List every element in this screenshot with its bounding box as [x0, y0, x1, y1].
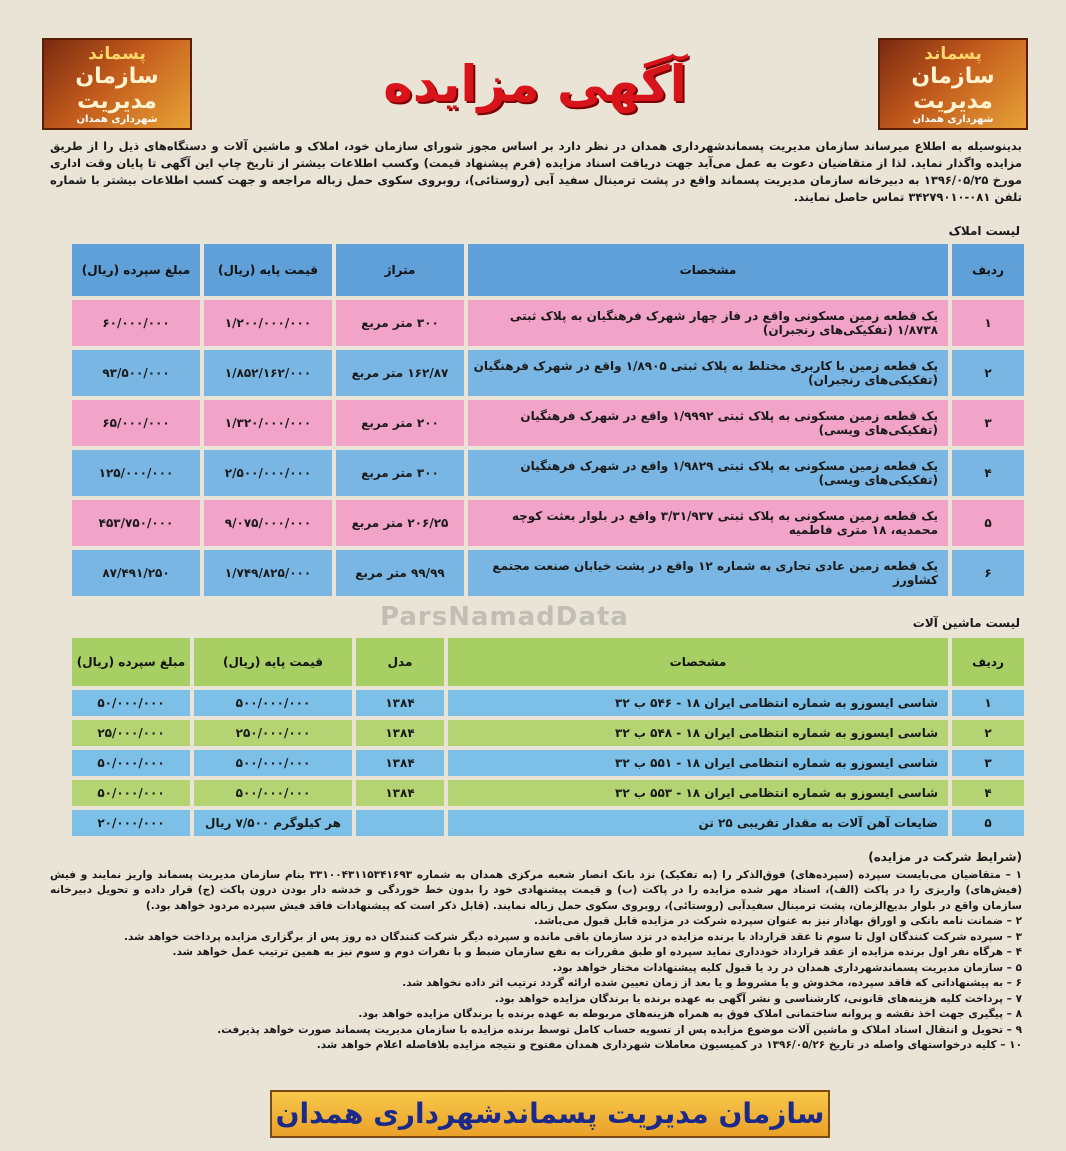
- row-description: یک قطعه زمین مسکونی به پلاک ثبتی ۳/۳۱/۹۳۷ واقع در بلوار بعثت کوچه محمدیه، ۱۸ متری فاطمیه: [468, 500, 948, 546]
- row-number: ۳: [952, 750, 1024, 776]
- row-description: ضایعات آهن آلات به مقدار تقریبی ۲۵ تن: [448, 810, 948, 836]
- intro-paragraph: بدینوسیله به اطلاع میرساند سازمان مدیریت پسماندشهرداری همدان در نظر دارد بر اساس مجوز شورای سازمان خود، املاک و ماشین آلات و دستگاه‌های ذیل را از طریق مزایده واگذار نماید. لذا از متقاضیان دعوت به عمل می‌آید جهت دریافت اسناد مزایده (فرم پیشنهاد قیمت) وکسب اطلاعات بیشتر از تاریخ چاپ این آگهی تا پایان وقت اداری مورخ ۱۳۹۶/۰۵/۲۵ به دبیرخانه سازمان مدیریت پسماند واقع در پشت ترمینال سفید آبی (روستائی)، روبروی سکوی حمل زباله مراجعه و جهت کسب اطلاعات بیشتر با شماره تلفن ۰۸۱-۳۴۲۷۹۰۱۰ تماس حاصل نمایند.: [50, 139, 1022, 204]
- condition-item: ۱۰ – کلیه درخواستهای واصله در تاریخ ۱۳۹۶/۰۵/۲۶ در کمیسیون معاملات شهرداری همدان مفتوح و نتیجه مزایده بلافاصله اعلام خواهد شد.: [316, 1039, 1022, 1051]
- row-deposit: ۶۵/۰۰۰/۰۰۰: [72, 400, 200, 446]
- row-description: شاسی ایسوزو به شماره انتظامی ایران ۱۸ - ۵۴۶ ب ۳۲: [448, 690, 948, 716]
- row-description: یک قطعه زمین عادی تجاری به شماره ۱۲ واقع در پشت خیابان صنعت مجتمع کشاورز: [468, 550, 948, 596]
- row-model: ۱۳۸۴: [356, 780, 444, 806]
- row-base-price: ۱/۸۵۲/۱۶۲/۰۰۰: [204, 350, 332, 396]
- condition-item: ۷ – پرداخت کلیه هزینه‌های قانونی، کارشناسی و نشر آگهی به عهده برنده یا برندگان مزایده خواهد بود.: [494, 992, 1022, 1005]
- row-number: ۵: [952, 500, 1024, 546]
- header-row: ردیف: [952, 638, 1024, 686]
- row-base-price: ۱/۳۲۰/۰۰۰/۰۰۰: [204, 400, 332, 446]
- row-deposit: ۶۰/۰۰۰/۰۰۰: [72, 300, 200, 346]
- row-model: [356, 810, 444, 836]
- condition-item: ۸ – پیگیری جهت اخذ نقشه و پروانه ساختمانی املاک فوق به همراه هزینه‌های مربوطه به عهده برنده یا برندگان مزایده خواهد بود.: [358, 1008, 1022, 1020]
- header-base-price: قیمت پایه (ریال): [204, 244, 332, 296]
- row-deposit: ۴۵۳/۷۵۰/۰۰۰: [72, 500, 200, 546]
- row-model: ۱۳۸۴: [356, 690, 444, 716]
- row-deposit: ۵۰/۰۰۰/۰۰۰: [72, 750, 190, 776]
- condition-item: ۹ – تحویل و انتقال اسناد املاک و ماشین آلات موضوع مزایده پس از تسویه حساب کامل توسط برنده مزایده با سازمان مدیریت پسماند صورت خواهد پذیرفت.: [217, 1023, 1022, 1036]
- row-deposit: ۵۰/۰۰۰/۰۰۰: [72, 690, 190, 716]
- conditions-section: [50, 850, 1022, 1054]
- header-desc: مشخصات: [448, 638, 948, 686]
- conditions-title: (شرایط شرکت در مزایده): [868, 850, 1022, 864]
- row-area: ۱۶۲/۸۷ متر مربع: [336, 350, 464, 396]
- condition-item: ۱ – متقاضیان می‌بایست سپرده (سپرده‌های) فوق‌الذکر را (به تفکیک) نزد بانک انصار شعبه مرکزی همدان به شماره ۳۳۱۰۰۴۳۱۱۵۳۴۱۶۹۳ بنام سازمان مدیریت پسماند واریز نمایند و فیش (فیش‌های) واریزی را در پاکت (الف)، اسناد مهر شده مزایده را در پاکت (ب) و قیمت پیشنهادی خود را بدون خط خوردگی و خدشه دار بودن درون پاکت (ج) قرار داده و تحویل دبیرخانه سازمان واقع در بلوار بدیع‌الزمان، پشت ترمینال سفیدآبی (روستائی)، روبروی سکوی حمل زباله نمایند. (قابل ذکر است که پیشنهادات فاقد فیش سپرده مردود خواهد بود.): [50, 868, 1022, 912]
- table-row: [72, 780, 1024, 806]
- auction-notice: [30, 18, 1040, 1138]
- header-base-price: قیمت پایه (ریال): [194, 638, 352, 686]
- row-area: ۳۰۰ متر مربع: [336, 300, 464, 346]
- machinery-table: [68, 634, 1028, 840]
- row-deposit: ۵۰/۰۰۰/۰۰۰: [72, 780, 190, 806]
- table-row: [72, 690, 1024, 716]
- row-base-price: ۱/۲۰۰/۰۰۰/۰۰۰: [204, 300, 332, 346]
- table-row: [72, 550, 1024, 596]
- table-row: [72, 300, 1024, 346]
- properties-label: لیست املاک: [948, 224, 1020, 238]
- condition-item: ۳ – سپرده شرکت کنندگان اول تا سوم تا عقد قرارداد با برنده مزایده در نزد سازمان باقی مانده و سپرده دیگر شرکت کنندگان ده روز پس از برگزاری مزایده پرداخت خواهد شد.: [123, 930, 1022, 943]
- table-row: [72, 350, 1024, 396]
- table-row: [72, 450, 1024, 496]
- row-model: ۱۳۸۴: [356, 750, 444, 776]
- row-deposit: ۹۳/۵۰۰/۰۰۰: [72, 350, 200, 396]
- row-base-price: ۲۵۰/۰۰۰/۰۰۰: [194, 720, 352, 746]
- row-number: ۲: [952, 350, 1024, 396]
- page-title: آگهی مزایده: [383, 55, 687, 113]
- table-row: [72, 500, 1024, 546]
- row-deposit: ۱۲۵/۰۰۰/۰۰۰: [72, 450, 200, 496]
- footer-banner: سازمان مدیریت پسماندشهرداری همدان: [270, 1090, 830, 1138]
- row-description: یک قطعه زمین با کاربری مختلط به پلاک ثبتی ۱/۸۹۰۵ واقع در شهرک فرهنگیان (تفکیکی‌های رنجبران): [468, 350, 948, 396]
- row-area: ۲۰۰ متر مربع: [336, 400, 464, 446]
- machinery-rows: [72, 690, 1024, 836]
- header-model: مدل: [356, 638, 444, 686]
- machinery-label: لیست ماشین آلات: [912, 616, 1020, 630]
- row-number: ۵: [952, 810, 1024, 836]
- watermark: ParsNamadData: [380, 602, 629, 632]
- row-description: یک قطعه زمین مسکونی واقع در فاز چهار شهرک فرهنگیان به پلاک ثبتی ۱/۸۷۳۸ (تفکیکی‌های رنجبران): [468, 300, 948, 346]
- row-deposit: ۲۵/۰۰۰/۰۰۰: [72, 720, 190, 746]
- table-row: [72, 810, 1024, 836]
- properties-rows: [72, 300, 1024, 596]
- header-deposit: مبلغ سپرده (ریال): [72, 244, 200, 296]
- header-deposit: مبلغ سپرده (ریال): [72, 638, 190, 686]
- conditions-list: [50, 868, 1022, 1054]
- table-row: [72, 400, 1024, 446]
- row-description: شاسی ایسوزو به شماره انتظامی ایران ۱۸ - ۵۴۸ ب ۳۲: [448, 720, 948, 746]
- row-number: ۳: [952, 400, 1024, 446]
- row-area: ۹۹/۹۹ متر مربع: [336, 550, 464, 596]
- condition-item: ۶ – به پیشنهاداتی که فاقد سپرده، مخدوش و یا مشروط و یا بعد از زمان تعیین شده ارائه گردد ترتیب اثر داده نخواهد شد.: [402, 977, 1022, 989]
- row-base-price: ۵۰۰/۰۰۰/۰۰۰: [194, 690, 352, 716]
- row-number: ۴: [952, 780, 1024, 806]
- row-base-price: ۵۰۰/۰۰۰/۰۰۰: [194, 780, 352, 806]
- row-area: ۳۰۰ متر مربع: [336, 450, 464, 496]
- row-number: ۴: [952, 450, 1024, 496]
- row-base-price: ۲/۵۰۰/۰۰۰/۰۰۰: [204, 450, 332, 496]
- row-deposit: ۲۰/۰۰۰/۰۰۰: [72, 810, 190, 836]
- table-row: [72, 750, 1024, 776]
- row-number: ۲: [952, 720, 1024, 746]
- header-row: ردیف: [952, 244, 1024, 296]
- row-number: ۶: [952, 550, 1024, 596]
- row-base-price: هر کیلوگرم ۷/۵۰۰ ریال: [194, 810, 352, 836]
- row-number: ۱: [952, 300, 1024, 346]
- row-description: شاسی ایسوزو به شماره انتظامی ایران ۱۸ - ۵۵۱ ب ۳۲: [448, 750, 948, 776]
- row-description: یک قطعه زمین مسکونی به پلاک ثبتی ۱/۹۸۲۹ واقع در شهرک فرهنگیان (تفکیکی‌های ویسی): [468, 450, 948, 496]
- row-number: ۱: [952, 690, 1024, 716]
- table-row: [72, 720, 1024, 746]
- properties-table: [68, 240, 1028, 600]
- row-base-price: ۹/۰۷۵/۰۰۰/۰۰۰: [204, 500, 332, 546]
- condition-item: ۴ – هرگاه نفر اول برنده مزایده از عقد قرارداد خودداری نماید سپرده او طبق مقررات به نفع سازمان ضبط و با نفرات دوم و سوم نیز به همین ترتیب عمل خواهد شد.: [172, 946, 1022, 958]
- row-model: ۱۳۸۴: [356, 720, 444, 746]
- organization-logo-right: پسماند سازمان مدیریت شهرداری همدان: [878, 38, 1028, 130]
- organization-logo-left: پسماند سازمان مدیریت شهرداری همدان: [42, 38, 192, 130]
- header-desc: مشخصات: [468, 244, 948, 296]
- condition-item: ۵ – سازمان مدیریت پسماندشهرداری همدان در رد یا قبول کلیه پیشنهادات مختار خواهد بود.: [552, 961, 1022, 974]
- condition-item: ۲ – ضمانت نامه بانکی و اوراق بهادار نیز به عنوان سپرده شرکت در مزایده قابل قبول می‌باشد.: [534, 915, 1022, 927]
- row-base-price: ۵۰۰/۰۰۰/۰۰۰: [194, 750, 352, 776]
- row-deposit: ۸۷/۴۹۱/۲۵۰: [72, 550, 200, 596]
- row-description: یک قطعه زمین مسکونی به پلاک ثبتی ۱/۹۹۹۲ واقع در شهرک فرهنگیان (تفکیکی‌های ویسی): [468, 400, 948, 446]
- row-area: ۲۰۶/۲۵ متر مربع: [336, 500, 464, 546]
- row-base-price: ۱/۷۴۹/۸۲۵/۰۰۰: [204, 550, 332, 596]
- row-description: شاسی ایسوزو به شماره انتظامی ایران ۱۸ - ۵۵۳ ب ۳۲: [448, 780, 948, 806]
- header-area: متراژ: [336, 244, 464, 296]
